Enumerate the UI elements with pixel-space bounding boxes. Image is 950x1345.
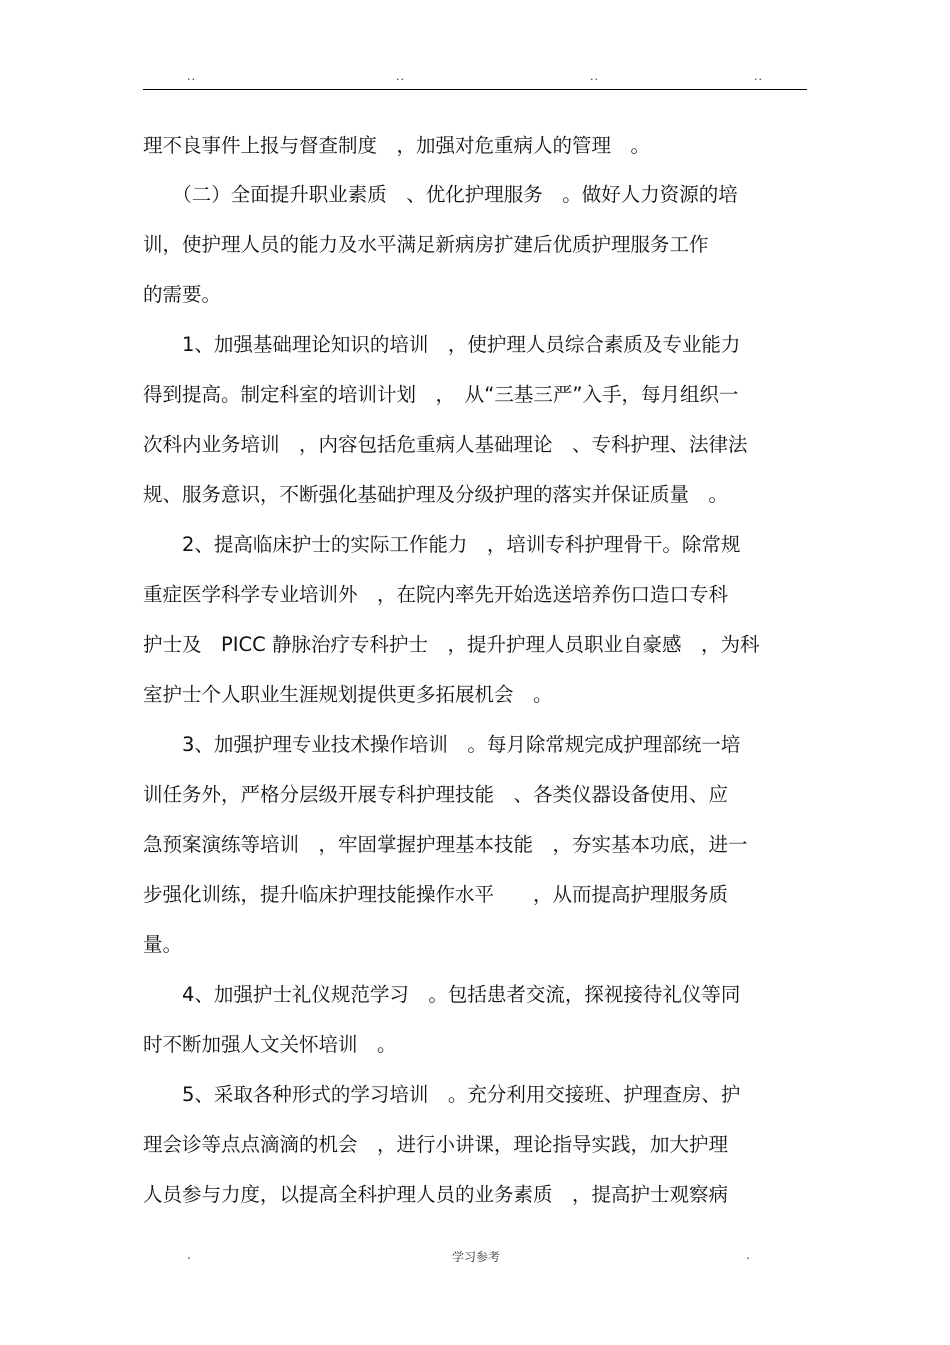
page-header <box>0 70 950 90</box>
text-line: 理不良事件上报与督查制度 ，加强对危重病人的管理 。 <box>143 134 651 157</box>
footer-right-mark: . <box>746 1248 750 1262</box>
text-line: 理会诊等点点滴滴的机会 ，进行小讲课，理论指导实践，加大护理 <box>143 1133 729 1156</box>
text-line: 次科内业务培训 ，内容包括危重病人基础理论 、专科护理、法律法 <box>143 433 748 456</box>
text-line: 的需要。 <box>143 283 222 306</box>
text-line: 规、服务意识，不断强化基础护理及分级护理的落实并保证质量 。 <box>143 483 729 506</box>
header-dots-2: .. <box>396 70 405 83</box>
header-dots-3: .. <box>590 70 599 83</box>
text-line: 步强化训练，提升临床护理技能操作水平 ，从而提高护理服务质 <box>143 883 729 906</box>
text-line: （二）全面提升职业素质 、优化护理服务 。做好人力资源的培 <box>143 183 738 206</box>
text-line: 1、加强基础理论知识的培训 ，使护理人员综合素质及专业能力 <box>143 333 741 356</box>
text-line: 4、加强护士礼仪规范学习 。包括患者交流，探视接待礼仪等同 <box>143 983 741 1006</box>
text-line: 5、采取各种形式的学习培训 。充分利用交接班、护理查房、护 <box>143 1083 741 1106</box>
text-line: 重症医学科学专业培训外 ，在院内率先开始选送培养伤口造口专科 <box>143 583 729 606</box>
text-line: 3、加强护理专业技术操作培训 。每月除常规完成护理部统一培 <box>143 733 741 756</box>
text-line: 人员参与力度，以提高全科护理人员的业务素质 ，提高护士观察病 <box>143 1183 729 1206</box>
text-line: 训，使护理人员的能力及水平满足新病房扩建后优质护理服务工作 <box>143 233 709 256</box>
text-line: 量。 <box>143 933 183 956</box>
text-line: 得到提高。制定科室的培训计划 ， 从“三基三严”入手，每月组织一 <box>143 383 739 406</box>
header-divider <box>143 89 807 90</box>
header-dots-1: .. <box>187 70 196 83</box>
text-line: 时不断加强人文关怀培训 。 <box>143 1033 397 1056</box>
page-footer <box>0 1248 950 1268</box>
text-line: 室护士个人职业生涯规划提供更多拓展机会 。 <box>143 683 553 706</box>
text-line: 急预案演练等培训 ，牢固掌握护理基本技能 ，夯实基本功底，进一 <box>143 833 748 856</box>
footer-label: 学习参考 <box>452 1250 501 1264</box>
footer-left-mark: . <box>187 1248 191 1262</box>
header-dots-4: .. <box>754 70 763 83</box>
text-line: 训任务外，严格分层级开展专科护理技能 、各类仪器设备使用、应 <box>143 783 729 806</box>
text-line: 2、提高临床护士的实际工作能力 ，培训专科护理骨干。除常规 <box>143 533 741 556</box>
text-line: 护士及 PICC 静脉治疗专科护士 ，提升护理人员职业自豪感 ，为科 <box>143 633 760 656</box>
